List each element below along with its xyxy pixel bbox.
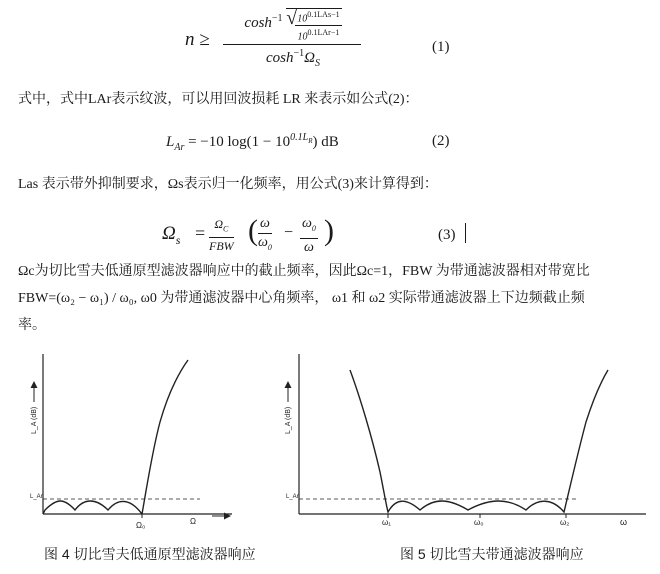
equation-2-number: (2) [432, 133, 450, 149]
equation-1-lhs: n ≥ [185, 29, 210, 50]
equation-3-number: (3) [438, 227, 456, 243]
paragraph-1: 式中，式中LAr表示纹波，可以用回波损耗 LR 来表示如公式(2)： [18, 92, 419, 107]
paragraph-3-line-2: FBW=(ω₂ − ω₁) / ω₀, ω0 为带通滤波器中心角频率， ω1 和 ω2 实际带通滤波器上下边频截止频 [18, 291, 585, 306]
figure-5-ripple-label: L_Ar [286, 494, 299, 500]
figure-5-x-label: ω [620, 517, 628, 527]
equation-2: $L_{Ar} = -10$ $\log(1 - 10^{0.1L_R})$ dB [166, 132, 339, 153]
figure-5-w1-label: ω₁ [382, 518, 391, 527]
figure-4-ripple-label: L_Ar [30, 494, 43, 500]
text-cursor [465, 223, 466, 243]
paragraph-3-line-1: Ωc为切比雪夫低通原型滤波器响应中的截止频率，因此Ωc=1，FBW 为带通滤波器相对带宽比 [18, 264, 590, 279]
figure-5-chart [268, 352, 658, 537]
figure-4-caption: 图 4 切比雪夫低通原型滤波器响应 [44, 546, 256, 562]
figure-4-x-label: Ω [190, 517, 196, 526]
figure-4-chart [12, 352, 252, 537]
paragraph-3-line-3: 率。 [18, 318, 46, 333]
figure-4-cutoff-label: Ω₀ [136, 521, 146, 530]
sqrt-radical: √ $\frac{10^{0.1LAs-1}}{10^{0.1LAr-1}}$ [286, 7, 340, 43]
figure-4-y-label: L_A (dB) [31, 406, 38, 434]
equation-1-numerator: $\cosh^{-1}$ √ $\frac{10^{0.1LAs-1}}{10^{0.1LAr-1}}$ [244, 7, 340, 43]
equation-1-number: (1) [432, 39, 450, 55]
equation-1 [185, 4, 445, 72]
equation-1-fraction-bar [223, 44, 361, 45]
figure-5-caption: 图 5 切比雪夫带通滤波器响应 [400, 546, 584, 562]
figure-4-response-curve [43, 360, 188, 514]
figure-5-w2-label: ω₂ [560, 518, 570, 527]
figure-5-y-label: L_A (dB) [285, 406, 292, 434]
equation-3: $\Omega_s$ = $\Omega_C$ FBW ( $\frac{\omega}{\omega_0}$ − $\frac{\omega_0}{\omega}$ ) [162, 214, 334, 255]
figure-5-response-curve [350, 370, 608, 512]
figure-5-w0-label: ω₀ [474, 518, 484, 527]
equation-1-denominator: $\cosh^{-1}\Omega_S$ [266, 48, 320, 69]
paragraph-2: Las 表示带外抑制要求，Ωs表示归一化频率，用公式(3)来计算得到： [18, 177, 438, 192]
